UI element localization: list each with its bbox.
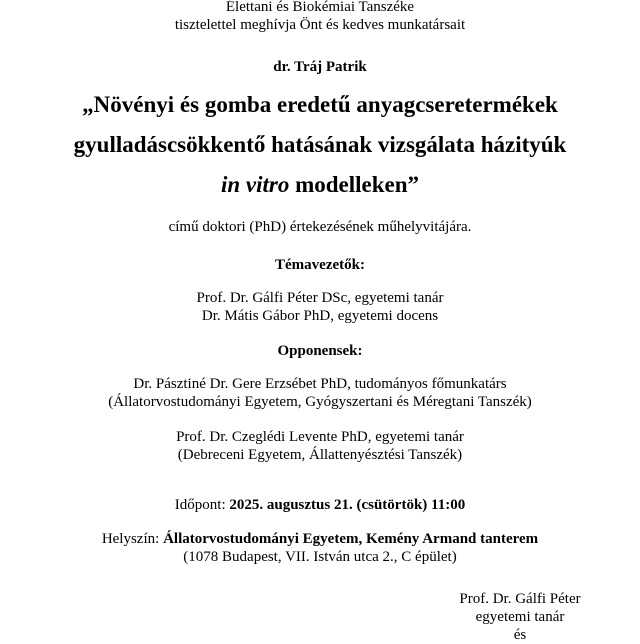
place-line (0, 530, 640, 548)
opponent-2-affiliation: (Debreceni Egyetem, Állattenyésztési Tanszék) (177, 447, 463, 463)
candidate-name: dr. Tráj Patrik (273, 59, 367, 75)
signature-conj: és (513, 627, 527, 643)
supervisor-1: Prof. Dr. Gálfi Péter DSc, egyetemi tanár (196, 290, 444, 306)
supervisors-heading: Témavezetők: (275, 257, 365, 273)
opponent-1-affiliation: (Állatorvostudományi Egyetem, Gyógyszertani és Méregtani Tanszék) (108, 394, 532, 410)
thesis-title-italic: in vitro (220, 172, 290, 197)
place-label: Helyszín: (101, 531, 164, 547)
thesis-title-line-3 (0, 171, 640, 199)
opponent-1-name: Dr. Pásztiné Dr. Gere Erzsébet PhD, tudományos főmunkatárs (133, 376, 507, 392)
time-label: Időpont: (174, 497, 230, 513)
supervisor-2: Dr. Mátis Gábor PhD, egyetemi docens (201, 308, 439, 324)
opponent-2-name: Prof. Dr. Czeglédi Levente PhD, egyetemi tanár (176, 429, 464, 445)
department-line: Élettani és Biokémiai Tanszéke (225, 0, 415, 15)
time-value: 2025. augusztus 21. (csütörtök) 11:00 (229, 497, 466, 513)
opponents-heading: Opponensek: (277, 343, 363, 359)
thesis-title-line-1: „Növényi és gomba eredetű anyagcseretermékek (82, 92, 558, 117)
invitation-line: tisztelettel meghívja Önt és kedves munkatársait (174, 17, 466, 33)
time-line (0, 496, 640, 514)
place-value: Állatorvostudományi Egyetem, Kemény Armand tanterem (163, 531, 539, 547)
thesis-title-line-2: gyulladáscsökkentő hatásának vizsgálata házityúk (73, 132, 567, 157)
place-address: (1078 Budapest, VII. István utca 2., C épület) (183, 549, 457, 565)
signature-name: Prof. Dr. Gálfi Péter (459, 591, 581, 607)
subtitle: című doktori (PhD) értekezésének műhelyvitájára. (168, 219, 472, 235)
thesis-title-rest: modelleken” (289, 172, 420, 197)
signature-title: egyetemi tanár (475, 609, 565, 625)
